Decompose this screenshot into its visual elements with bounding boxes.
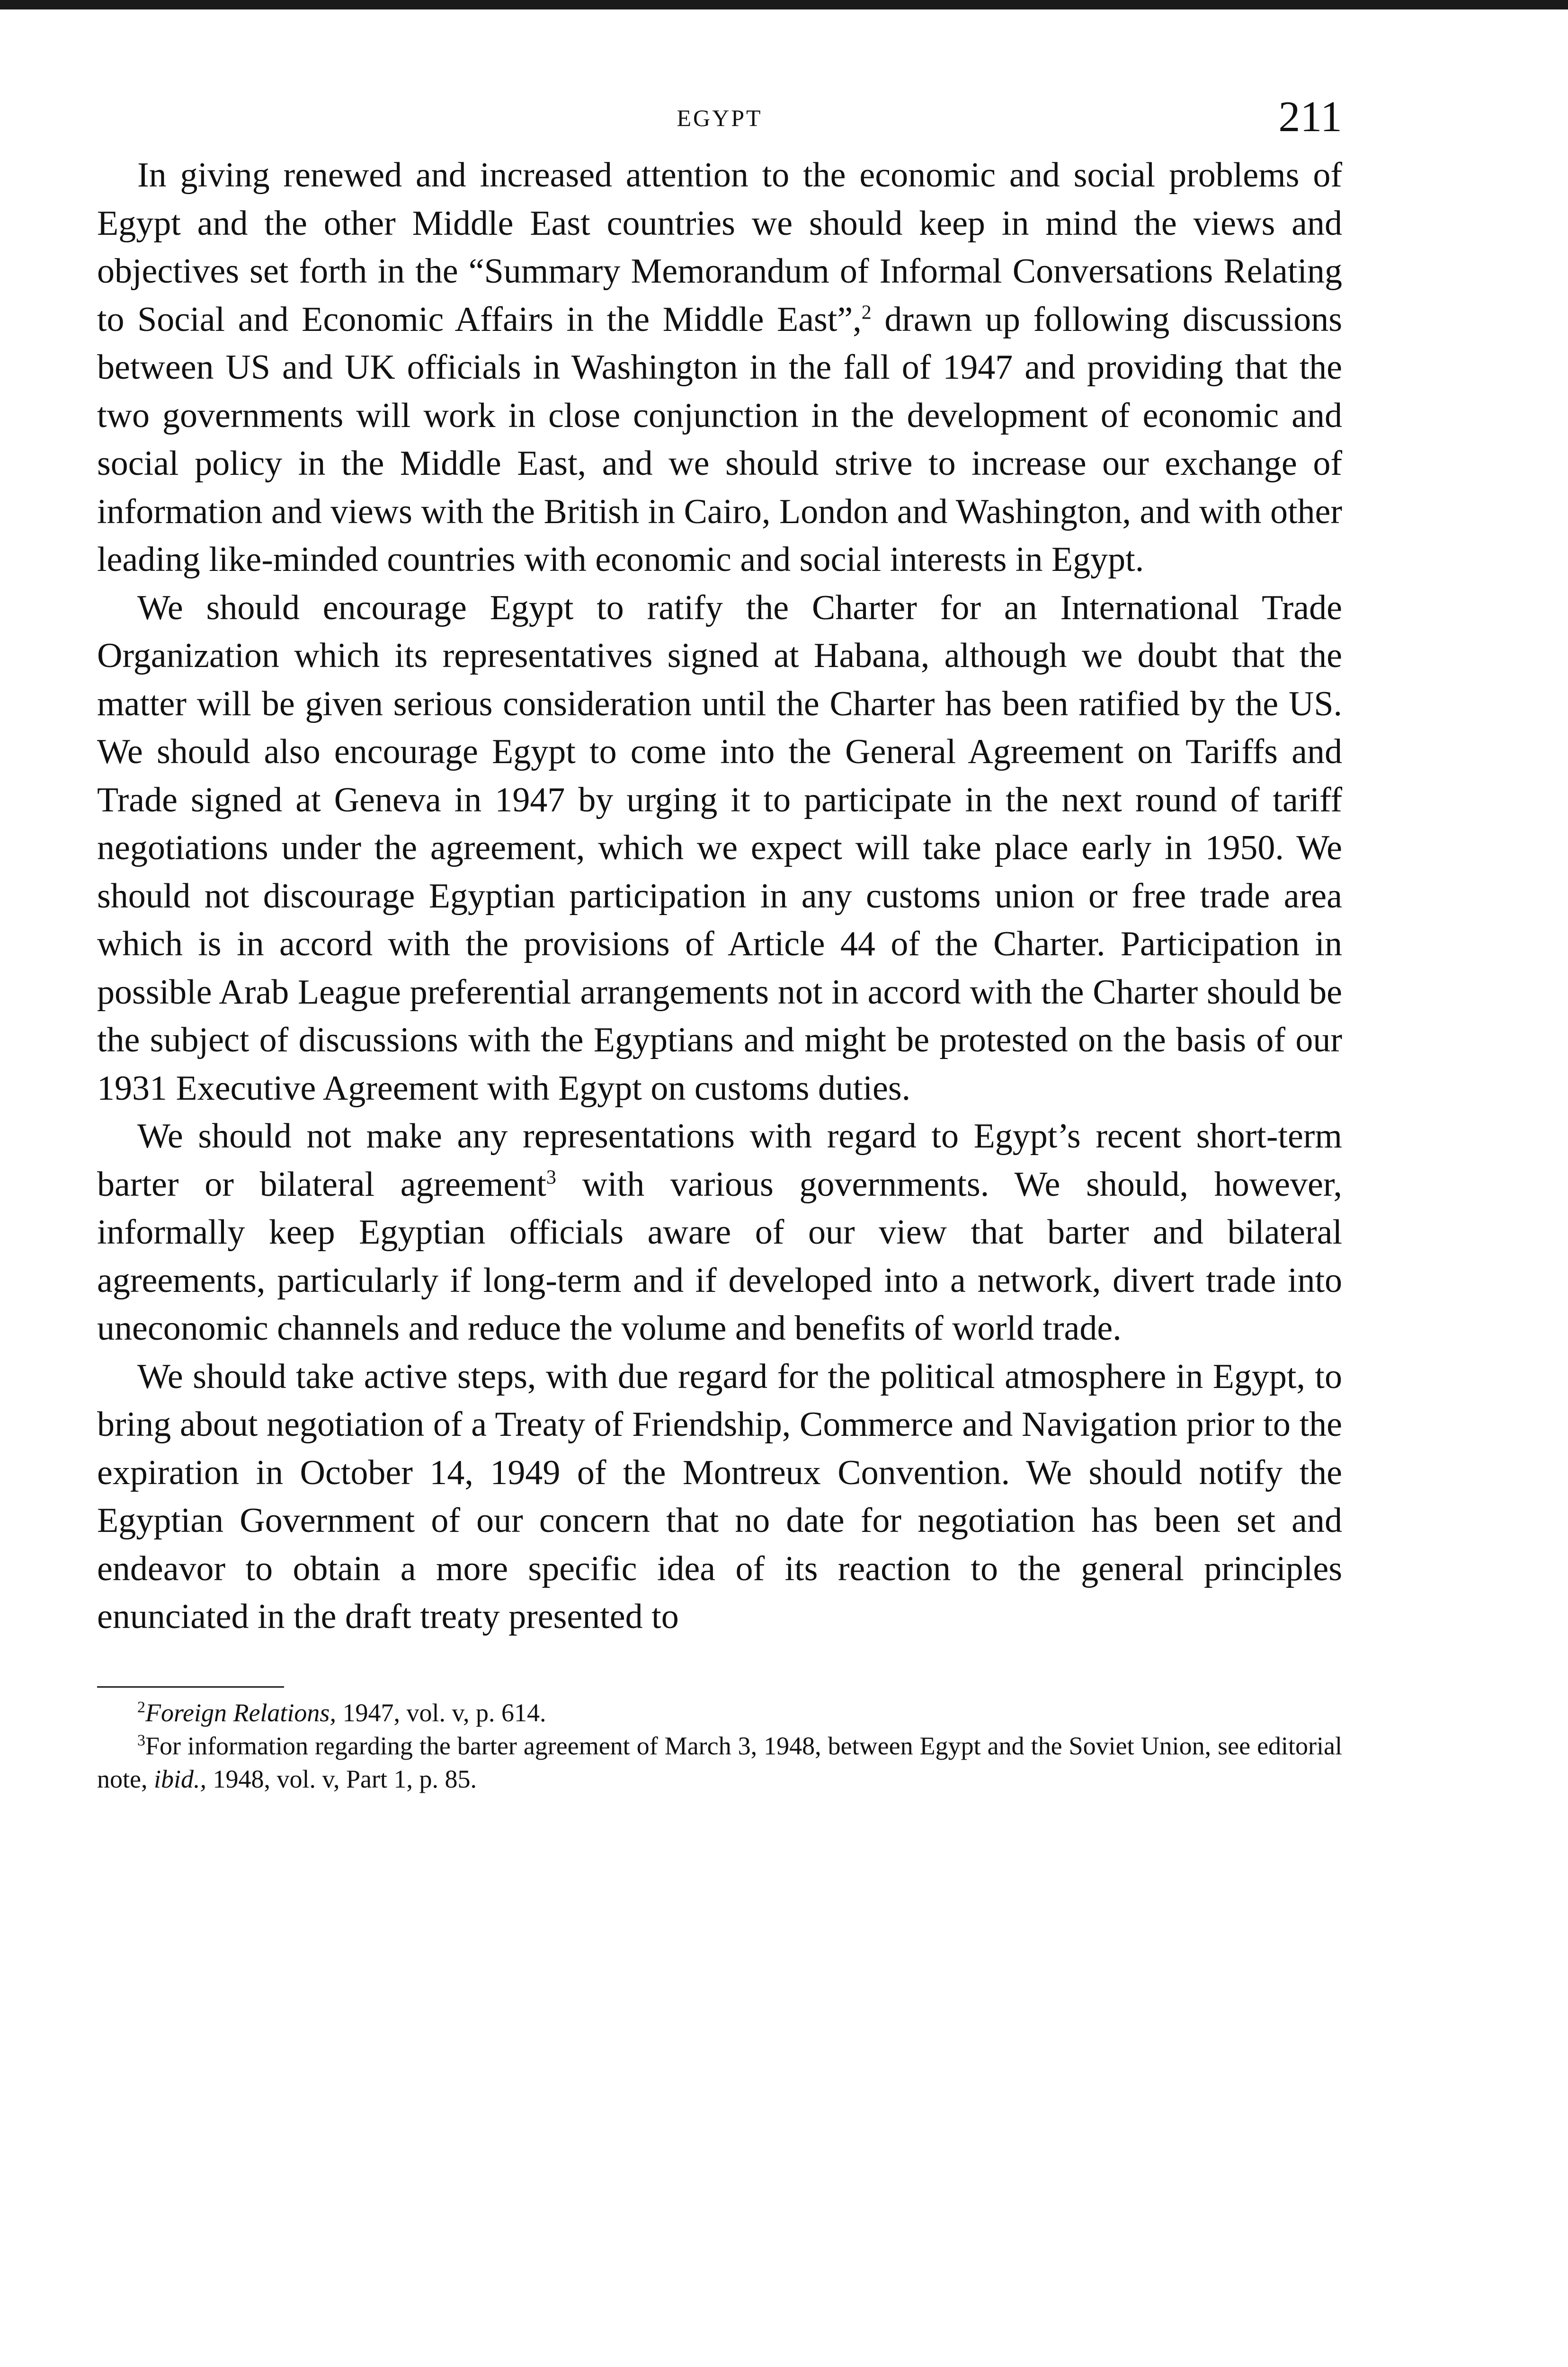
footnote-3-mark: 3 [137, 1731, 145, 1749]
footnote-3-italic-ibid: ibid., [153, 1764, 206, 1793]
footnote-ref-2: 2 [861, 301, 872, 323]
footnote-3-text-start: For information regarding the barter agreement of March 3, 1948, between Egypt and the Soviet Union, see editorial note, [97, 1731, 1342, 1793]
paragraph-3-text-start: We should not make any representations with regard to Egypt’s recent short-term barter or bilateral agreement [97, 1117, 1342, 1204]
document-page [97, 92, 1342, 1796]
footnotes [97, 1696, 1342, 1796]
paragraph-1-text-start: In giving renewed and increased attention to the economic and social problems of Egypt and the other Middle East countries we should keep in mind the views and objectives set forth in the “Summary Memorandum of Informal Conversations Relating to Social and Economic Affairs in the Middle East”, [97, 156, 1342, 339]
paragraph-3 [97, 1112, 1342, 1353]
footnote-2-mark: 2 [137, 1698, 145, 1716]
footnote-ref-3: 3 [546, 1166, 556, 1188]
paragraph-3-text-end: with various governments. We should, however, informally keep Egyptian officials aware of our view that barter and bilateral agreements, particularly if long-term and if developed into a network, divert trade into uneconomic channels and reduce the volume and benefits of world trade. [97, 1165, 1342, 1348]
paragraph-1 [97, 151, 1342, 584]
footnote-3-text-end: 1948, vol. v, Part 1, p. 85. [206, 1764, 477, 1793]
footnote-separator [97, 1686, 284, 1688]
top-border-rule [0, 0, 1568, 9]
body-text [97, 151, 1342, 1641]
paragraph-1-text-end: drawn up following discussions between US and UK officials in Washington in the fall of 1947 and providing that the two governments will work in close conjunction in the development of economic and social policy in the Middle East, and we should strive to increase our exchange of information and views with the British in Cairo, London and Washington, and with other leading like-minded countries with economic and social interests in Egypt. [97, 300, 1342, 579]
running-head [97, 92, 1342, 147]
paragraph-4: We should take active steps, with due regard for the political atmosphere in Egypt, to bring about negotiation of a Treaty of Friendship, Commerce and Navigation prior to the expiration in October 14, 1949 of the Montreux Convention. We should notify the Egyptian Government of our concern that no date for negotiation has been set and endeavor to obtain a more specific idea of its reaction to the general principles enunciated in the draft treaty presented to [97, 1357, 1342, 1636]
paragraph-2: We should encourage Egypt to ratify the Charter for an International Trade Organization which its representatives signed at Habana, although we doubt that the matter will be given serious consideration until the Charter has been ratified by the US. We should also encourage Egypt to come into the General Agreement on Tariffs and Trade signed at Geneva in 1947 by urging it to participate in the next round of tariff negotiations under the agreement, which we expect will take place early in 1950. We should not discourage Egyptian participation in any customs union or free trade area which is in accord with the provisions of Article 44 of the Charter. Participation in possible Arab League preferential arrangements not in accord with the Charter should be the subject of discussions with the Egyptians and might be protested on the basis of our 1931 Executive Agreement with Egypt on customs duties. [97, 588, 1342, 1108]
footnote-3 [97, 1729, 1342, 1796]
running-title: EGYPT [677, 105, 763, 131]
footnote-2-italic-title: Foreign Relations, [145, 1698, 336, 1727]
footnote-2 [97, 1696, 1342, 1729]
page-number: 211 [1278, 92, 1342, 141]
footnote-2-text: 1947, vol. v, p. 614. [336, 1698, 546, 1727]
